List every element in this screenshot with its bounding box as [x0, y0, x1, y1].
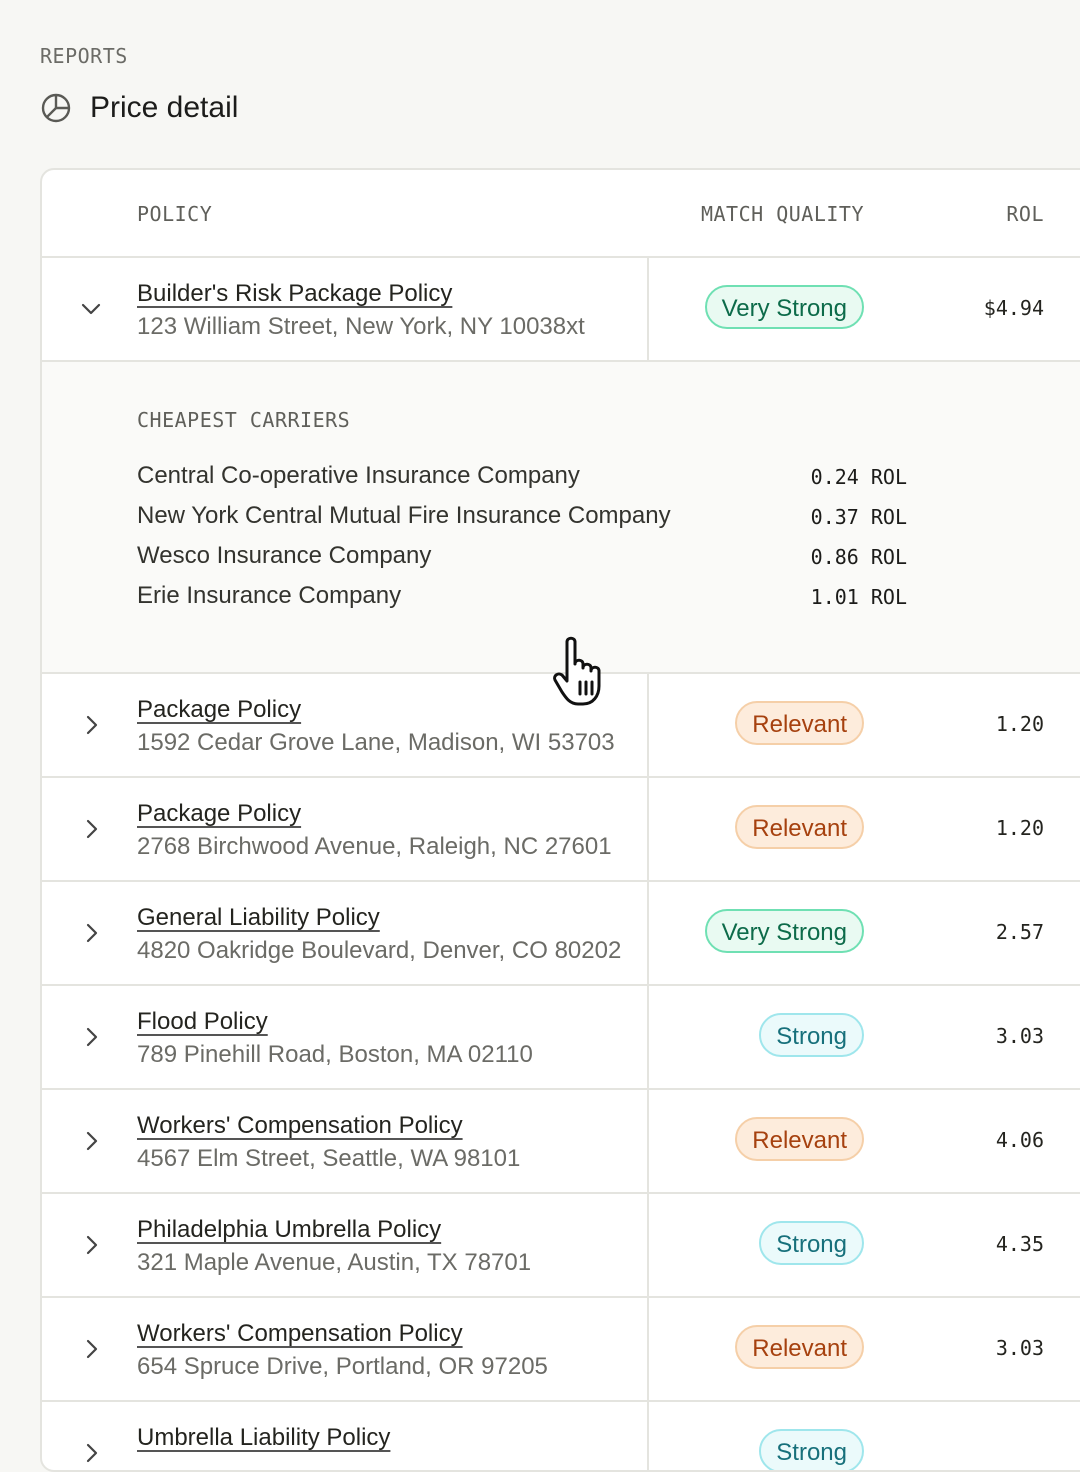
- carrier-rol: 0.24 ROL: [810, 465, 907, 489]
- hand-pointer-icon: [550, 634, 620, 710]
- table-body: [42, 674, 1080, 1472]
- policy-address: 1592 Cedar Grove Lane, Madison, WI 53703: [137, 729, 615, 756]
- match-quality-badge: Relevant: [735, 805, 864, 849]
- policy-address: 123 William Street, New York, NY 10038xt: [137, 313, 585, 340]
- policy-name-link[interactable]: Workers' Compensation Policy: [137, 1112, 463, 1139]
- table-row[interactable]: [42, 1194, 1080, 1298]
- policy-address: 4567 Elm Street, Seattle, WA 98101: [137, 1145, 521, 1172]
- column-header-policy[interactable]: POLICY: [137, 202, 213, 226]
- rol-value: 3.03: [995, 1336, 1044, 1360]
- chevron-right-icon[interactable]: [80, 818, 102, 840]
- pie-chart-icon: [40, 92, 72, 124]
- column-divider: [647, 1298, 649, 1400]
- chevron-down-icon[interactable]: [80, 298, 102, 320]
- column-divider: [647, 778, 649, 880]
- policy-address: 4820 Oakridge Boulevard, Denver, CO 80202: [137, 937, 622, 964]
- rol-value: 4.35: [995, 1232, 1044, 1256]
- carrier-rol: 1.01 ROL: [810, 585, 907, 609]
- column-divider: [647, 986, 649, 1088]
- policy-name-link[interactable]: Builder's Risk Package Policy: [137, 280, 453, 307]
- column-divider: [647, 882, 649, 984]
- table-row[interactable]: [42, 882, 1080, 986]
- match-quality-badge: Strong: [759, 1013, 864, 1057]
- match-quality-badge: Very Strong: [705, 909, 864, 953]
- match-quality-badge: Relevant: [735, 1117, 864, 1161]
- policies-table: [40, 168, 1080, 1472]
- policy-address: 654 Spruce Drive, Portland, OR 97205: [137, 1353, 548, 1380]
- policy-name-link[interactable]: Flood Policy: [137, 1008, 268, 1035]
- chevron-right-icon[interactable]: [80, 1130, 102, 1152]
- table-row[interactable]: [42, 1402, 1080, 1472]
- match-quality-badge: Relevant: [735, 1325, 864, 1369]
- table-row[interactable]: [42, 1298, 1080, 1402]
- column-divider: [647, 1090, 649, 1192]
- match-quality-badge: Relevant: [735, 701, 864, 745]
- rol-value: 4.06: [995, 1128, 1044, 1152]
- table-row-expanded[interactable]: [42, 258, 1080, 362]
- column-divider: [647, 1194, 649, 1296]
- policy-name-link[interactable]: General Liability Policy: [137, 904, 380, 931]
- carrier-item: [137, 502, 907, 532]
- page-title: Price detail: [90, 91, 239, 124]
- carrier-item: [137, 582, 907, 612]
- table-row[interactable]: [42, 778, 1080, 882]
- column-divider: [647, 258, 649, 360]
- match-quality-badge: Strong: [759, 1429, 864, 1472]
- rol-value: 1.20: [995, 816, 1044, 840]
- cheapest-carriers-panel: [42, 362, 1080, 674]
- carrier-rol: 0.86 ROL: [810, 545, 907, 569]
- column-divider: [647, 1402, 649, 1472]
- chevron-right-icon[interactable]: [80, 1026, 102, 1048]
- rol-value: 1.20: [995, 712, 1044, 736]
- policy-name-link[interactable]: Package Policy: [137, 800, 302, 827]
- page-eyebrow: REPORTS: [40, 44, 128, 68]
- chevron-right-icon[interactable]: [80, 1234, 102, 1256]
- rol-value: $4.94: [983, 296, 1044, 320]
- rol-value: 3.03: [995, 1024, 1044, 1048]
- policy-address: 2768 Birchwood Avenue, Raleigh, NC 27601: [137, 833, 612, 860]
- carrier-rol: 0.37 ROL: [810, 505, 907, 529]
- table-row[interactable]: [42, 986, 1080, 1090]
- cheapest-carriers-title: CHEAPEST CARRIERS: [137, 408, 351, 432]
- chevron-right-icon[interactable]: [80, 1338, 102, 1360]
- carrier-name: Wesco Insurance Company: [137, 542, 432, 569]
- policy-name-link[interactable]: Package Policy: [137, 696, 302, 723]
- column-divider: [647, 674, 649, 776]
- rol-value: 2.57: [995, 920, 1044, 944]
- column-header-rol[interactable]: ROL: [1006, 202, 1044, 226]
- policy-address: 321 Maple Avenue, Austin, TX 78701: [137, 1249, 532, 1276]
- match-quality-badge: Strong: [759, 1221, 864, 1265]
- column-header-match-quality[interactable]: MATCH QUALITY: [700, 202, 864, 226]
- carrier-item: [137, 462, 907, 492]
- policy-name-link[interactable]: Philadelphia Umbrella Policy: [137, 1216, 442, 1243]
- policy-name-link[interactable]: Workers' Compensation Policy: [137, 1320, 463, 1347]
- table-row[interactable]: [42, 1090, 1080, 1194]
- carrier-name: Central Co-operative Insurance Company: [137, 462, 580, 489]
- chevron-right-icon[interactable]: [80, 1442, 102, 1464]
- page-header: [40, 88, 238, 128]
- carrier-name: Erie Insurance Company: [137, 582, 402, 609]
- match-quality-badge: Very Strong: [705, 285, 864, 329]
- policy-address: 789 Pinehill Road, Boston, MA 02110: [137, 1041, 533, 1068]
- carrier-name: New York Central Mutual Fire Insurance Company: [137, 502, 671, 529]
- carrier-item: [137, 542, 907, 572]
- policy-name-link[interactable]: Umbrella Liability Policy: [137, 1424, 391, 1451]
- table-header: [42, 170, 1080, 258]
- chevron-right-icon[interactable]: [80, 714, 102, 736]
- chevron-right-icon[interactable]: [80, 922, 102, 944]
